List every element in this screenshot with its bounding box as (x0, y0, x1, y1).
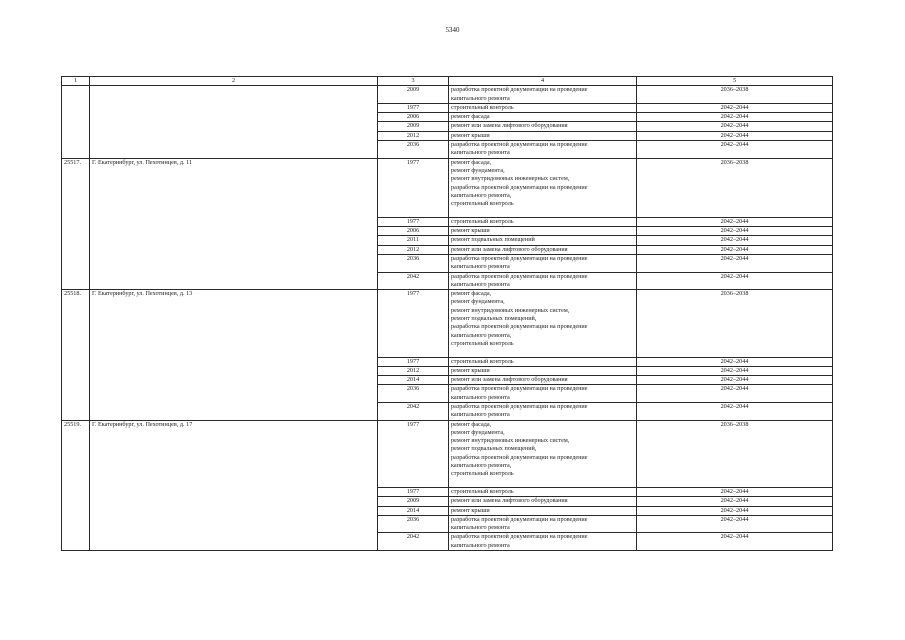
work-type-line: капитального ремонта (451, 393, 510, 401)
work-type-line: капитального ремонта, (451, 331, 512, 339)
work-type-line: капитального ремонта (451, 411, 510, 419)
year-cell: 1977 (378, 217, 449, 226)
work-type-line: ремонт фундамента, (451, 166, 505, 174)
work-type-cell (449, 497, 637, 506)
work-type-line: ремонт или замена лифтового оборудования (451, 122, 568, 130)
planned-period-cell: 2042–2044 (637, 141, 833, 159)
table-row (62, 290, 833, 357)
year-cell: 2036 (378, 385, 449, 403)
work-type-line: капитального ремонта, (451, 191, 512, 199)
planned-period-cell: 2042–2044 (637, 487, 833, 496)
year-cell: 1977 (378, 487, 449, 496)
work-type-cell (449, 245, 637, 254)
work-type-line: ремонт или замена лифтового оборудования (451, 376, 568, 384)
planned-period-cell: 2042–2044 (637, 227, 833, 236)
year-cell: 2036 (378, 141, 449, 159)
work-type-line: капитального ремонта (451, 94, 510, 102)
year-cell: 2042 (378, 402, 449, 420)
planned-period-cell: 2036–2038 (637, 420, 833, 487)
planned-period-cell: 2042–2044 (637, 515, 833, 533)
work-type-cell (449, 236, 637, 245)
work-type-cell (449, 420, 637, 487)
work-type-cell (449, 141, 637, 159)
planned-period-cell: 2042–2044 (637, 122, 833, 131)
table-row (62, 86, 833, 104)
work-type-line: разработка проектной документации на проведение (451, 385, 588, 393)
work-type-line: ремонт фасада (451, 113, 490, 121)
cell-spacer (451, 348, 634, 356)
work-type-line: ремонт крыши (451, 131, 490, 139)
work-type-cell (449, 103, 637, 112)
work-type-cell (449, 385, 637, 403)
planned-period-cell: 2042–2044 (637, 385, 833, 403)
year-cell: 2009 (378, 86, 449, 104)
planned-period-cell: 2036–2038 (637, 158, 833, 217)
address-cell: Г. Екатеринбург, ул. Пехотинцев, д. 11 (90, 158, 378, 289)
work-type-line: ремонт фундамента, (451, 298, 505, 306)
work-type-cell (449, 113, 637, 122)
planned-period-cell: 2042–2044 (637, 376, 833, 385)
work-type-line: ремонт фундамента, (451, 428, 505, 436)
year-cell: 1977 (378, 357, 449, 366)
work-type-line: капитального ремонта (451, 524, 510, 532)
work-type-line: ремонт подвальных помещений, (451, 445, 537, 453)
work-type-line: строительный контроль (451, 357, 514, 365)
work-type-line: ремонт или замена лифтового оборудования (451, 245, 568, 253)
column-header-5: 5 (637, 77, 833, 86)
work-type-line: строительный контроль (451, 470, 514, 478)
year-cell: 2012 (378, 245, 449, 254)
column-header-2: 2 (90, 77, 378, 86)
work-type-cell (449, 366, 637, 375)
work-type-cell (449, 131, 637, 140)
cell-spacer (451, 208, 634, 216)
work-type-cell (449, 217, 637, 226)
work-type-line: капитального ремонта (451, 280, 510, 288)
planned-period-cell: 2042–2044 (637, 506, 833, 515)
work-type-cell (449, 86, 637, 104)
planned-period-cell: 2042–2044 (637, 236, 833, 245)
object-number-cell: 25517. (62, 158, 90, 289)
year-cell: 2014 (378, 376, 449, 385)
work-type-line: разработка проектной документации на проведение (451, 453, 588, 461)
work-type-line: ремонт крыши (451, 366, 490, 374)
planned-period-cell: 2042–2044 (637, 103, 833, 112)
work-type-line: ремонт крыши (451, 506, 490, 514)
column-header-4: 4 (449, 77, 637, 86)
year-cell: 2036 (378, 254, 449, 272)
year-cell: 1977 (378, 290, 449, 357)
work-type-line: разработка проектной документации на проведение (451, 183, 588, 191)
work-type-line: ремонт подвальных помещений (451, 236, 535, 244)
work-type-line: разработка проектной документации на проведение (451, 272, 588, 280)
year-cell: 2006 (378, 113, 449, 122)
planned-period-cell: 2042–2044 (637, 497, 833, 506)
table-row (62, 158, 833, 217)
year-cell: 1977 (378, 158, 449, 217)
year-cell: 2012 (378, 366, 449, 375)
work-type-line: ремонт подвальных помещений, (451, 315, 537, 323)
object-number-cell (62, 86, 90, 158)
work-type-cell (449, 122, 637, 131)
year-cell: 2012 (378, 131, 449, 140)
year-cell: 2042 (378, 533, 449, 551)
work-type-cell (449, 506, 637, 515)
work-type-line: разработка проектной документации на проведение (451, 141, 588, 149)
year-cell: 2006 (378, 227, 449, 236)
planned-period-cell: 2042–2044 (637, 113, 833, 122)
cell-spacer (451, 479, 634, 487)
year-cell: 1977 (378, 420, 449, 487)
work-type-line: ремонт или замена лифтового оборудования (451, 497, 568, 505)
work-type-line: разработка проектной документации на проведение (451, 533, 588, 541)
work-type-cell (449, 487, 637, 496)
planned-period-cell: 2036–2038 (637, 290, 833, 357)
object-number-cell: 25519. (62, 420, 90, 550)
table-body (62, 77, 833, 551)
work-type-line: строительный контроль (451, 217, 514, 225)
work-type-line: ремонт внутридомовых инженерных систем, (451, 437, 570, 445)
work-type-line: капитального ремонта (451, 541, 510, 549)
object-number-cell: 25518. (62, 290, 90, 420)
work-type-line: разработка проектной документации на проведение (451, 402, 588, 410)
year-cell: 2009 (378, 122, 449, 131)
work-type-line: разработка проектной документации на проведение (451, 323, 588, 331)
work-type-cell (449, 357, 637, 366)
planned-period-cell: 2042–2044 (637, 533, 833, 551)
column-header-3: 3 (378, 77, 449, 86)
address-cell: Г. Екатеринбург, ул. Пехотинцев, д. 13 (90, 290, 378, 420)
planned-period-cell: 2042–2044 (637, 272, 833, 290)
work-type-line: строительный контроль (451, 487, 514, 495)
planned-period-cell: 2042–2044 (637, 357, 833, 366)
work-type-cell (449, 158, 637, 217)
work-type-line: ремонт фасада, (451, 290, 492, 298)
address-cell: Г. Екатеринбург, ул. Пехотинцев, д. 17 (90, 420, 378, 550)
work-type-line: капитального ремонта (451, 263, 510, 271)
year-cell: 2011 (378, 236, 449, 245)
work-type-line: разработка проектной документации на проведение (451, 86, 588, 94)
work-type-line: строительный контроль (451, 339, 514, 347)
work-type-line: ремонт внутридомовых инженерных систем, (451, 175, 570, 183)
work-type-cell (449, 254, 637, 272)
work-type-line: строительный контроль (451, 200, 514, 208)
work-type-cell (449, 290, 637, 357)
address-cell (90, 86, 378, 158)
work-type-cell (449, 515, 637, 533)
work-type-line: капитального ремонта, (451, 462, 512, 470)
work-type-cell (449, 227, 637, 236)
work-type-cell (449, 272, 637, 290)
capital-repair-schedule-table (61, 76, 833, 551)
planned-period-cell: 2042–2044 (637, 254, 833, 272)
work-type-line: ремонт фасада, (451, 158, 492, 166)
work-type-cell (449, 533, 637, 551)
year-cell: 2009 (378, 497, 449, 506)
column-number-header-row (62, 77, 833, 86)
planned-period-cell: 2042–2044 (637, 245, 833, 254)
work-type-line: разработка проектной документации на проведение (451, 515, 588, 523)
table-row (62, 420, 833, 487)
planned-period-cell: 2042–2044 (637, 402, 833, 420)
work-type-line: строительный контроль (451, 103, 514, 111)
planned-period-cell: 2036–2038 (637, 86, 833, 104)
work-type-line: ремонт фасада, (451, 420, 492, 428)
page-number: 5340 (445, 26, 460, 34)
planned-period-cell: 2042–2044 (637, 217, 833, 226)
planned-period-cell: 2042–2044 (637, 366, 833, 375)
work-type-line: разработка проектной документации на проведение (451, 254, 588, 262)
work-type-cell (449, 376, 637, 385)
year-cell: 2014 (378, 506, 449, 515)
work-type-line: ремонт крыши (451, 227, 490, 235)
column-header-1: 1 (62, 77, 90, 86)
year-cell: 2036 (378, 515, 449, 533)
planned-period-cell: 2042–2044 (637, 131, 833, 140)
work-type-line: ремонт внутридомовых инженерных систем, (451, 306, 570, 314)
work-type-cell (449, 402, 637, 420)
year-cell: 2042 (378, 272, 449, 290)
work-type-line: капитального ремонта (451, 149, 510, 157)
year-cell: 1977 (378, 103, 449, 112)
